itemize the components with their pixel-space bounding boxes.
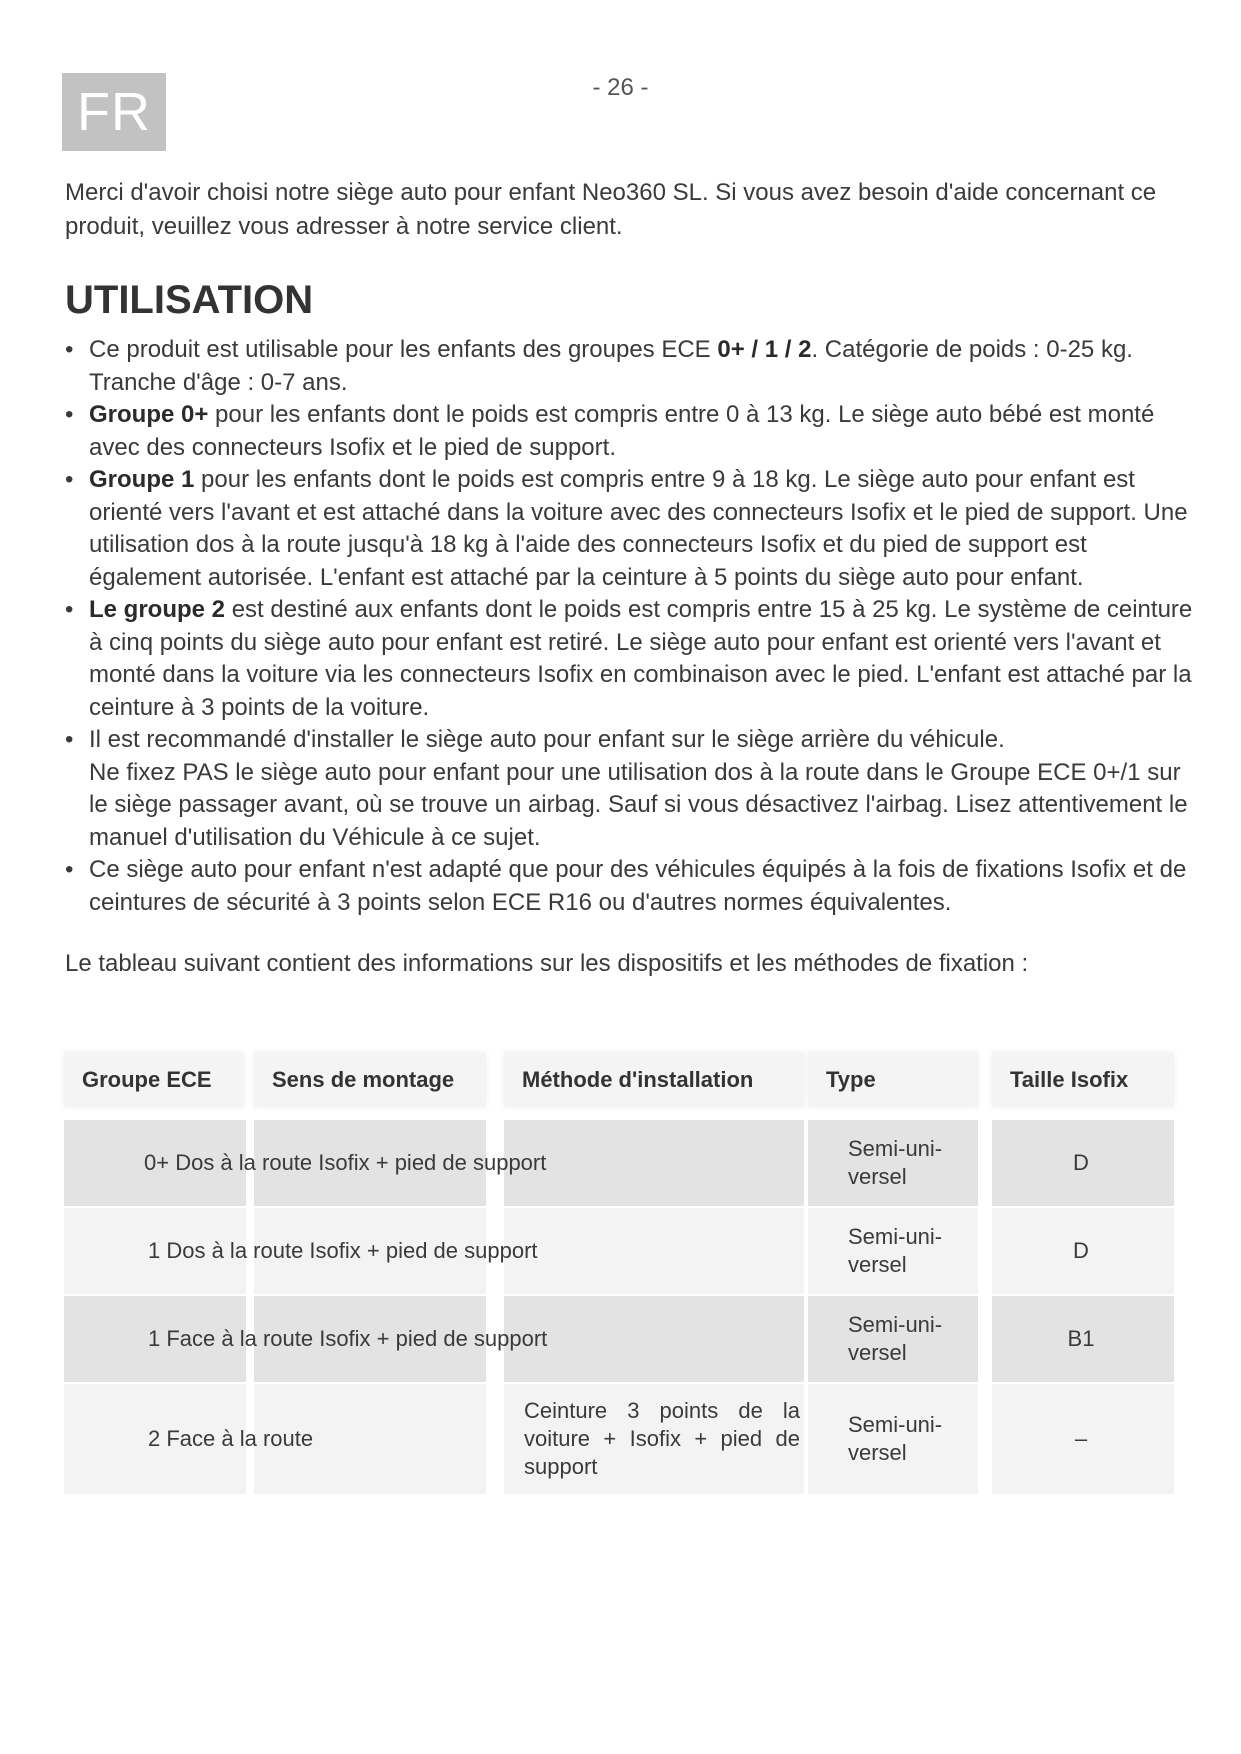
row-isofix-size: – — [1074, 1426, 1088, 1451]
table-lead: Le tableau suivant contient des informations sur les dispositifs et les méthodes de fixation : — [65, 950, 1029, 977]
row-description: 2 Face à la route — [148, 1426, 314, 1451]
row-method: Ceinture 3 points de la voiture + Isofix + pied de support — [524, 1398, 800, 1479]
row-type: Semi-uni- versel — [848, 1224, 943, 1277]
header-type: Type — [808, 1052, 978, 1107]
bullet-group-2: • Le groupe 2 est destiné aux enfants dont le poids est compris entre 15 à 25 kg. Le système de ceinture à cinq points du siège auto pour enfant est retiré. Le siège auto pour enfant est orienté vers l'avant et monté dans la voiture via les connecteurs Isofix en combinaison avec le pied. L'enfant est attaché par la ceinture à 3 points de la voiture. — [65, 596, 1193, 721]
intro-paragraph: Merci d'avoir choisi notre siège auto pour enfant Neo360 SL. Si vous avez besoin d'aide concernant ce produit, veuillez vous adresser à notre service client. — [65, 179, 1157, 240]
table-row — [64, 1208, 1174, 1294]
row-isofix-size: D — [1073, 1238, 1089, 1263]
table-row — [64, 1120, 1174, 1206]
bullet-compatibility: • Ce siège auto pour enfant n'est adapté que pour des véhicules équipés à la fois de fixations Isofix et de ceintures de sécurité à 3 points selon ECE R16 ou d'autres normes équivalentes. — [65, 856, 1187, 916]
page-number: - 26 - — [592, 74, 649, 101]
row-isofix-size: B1 — [1067, 1326, 1095, 1351]
bullet-group-1: • Groupe 1 pour les enfants dont le poids est compris entre 9 à 18 kg. Le siège auto pour enfant est orienté vers l'avant et est attaché dans la voiture avec des connecteurs Isofix et le pied de support. Une utilisation dos à la route jusqu'à 18 kg à l'aide des connecteurs Isofix et du pied de support est également autorisée. L'enfant est attaché par la ceinture à 5 points du siège auto pour enfant. — [65, 466, 1188, 591]
row-isofix-size: D — [1073, 1150, 1089, 1175]
bullet-groups: • Ce produit est utilisable pour les enfants des groupes ECE 0+ / 1 / 2. Catégorie de poids : 0-25 kg. Tranche d'âge : 0-7 ans. — [65, 336, 1133, 396]
header-taille-isofix: Taille Isofix — [992, 1052, 1174, 1107]
language-badge: FR — [62, 73, 166, 151]
usage-bullet-list — [65, 334, 1195, 919]
header-methode-installation: Méthode d'installation — [504, 1052, 804, 1107]
row-type: Semi-uni- versel — [848, 1312, 943, 1365]
row-type: Semi-uni- versel — [848, 1136, 943, 1189]
bullet-group-0plus: • Groupe 0+ pour les enfants dont le poids est compris entre 0 à 13 kg. Le siège auto bébé est monté avec des connecteurs Isofix et le pied de support. — [65, 401, 1155, 461]
row-description: 0+ Dos à la route Isofix + pied de support — [144, 1150, 547, 1175]
row-description: 1 Face à la route Isofix + pied de support — [148, 1326, 548, 1351]
table-row — [64, 1384, 1174, 1494]
bullet-recommendation: • Il est recommandé d'installer le siège auto pour enfant sur le siège arrière du véhicule. Ne fixez PAS le siège auto pour enfant pour une utilisation dos à la route dans le Groupe ECE 0+/1 sur le siège passager avant, où se trouve un airbag. Sauf si vous désactivez l'airbag. Lisez attentivement le manuel d'utilisation du Véhicule à ce sujet. — [65, 726, 1188, 851]
header-groupe-ece: Groupe ECE — [64, 1052, 244, 1107]
row-description: 1 Dos à la route Isofix + pied de support — [148, 1238, 538, 1263]
table-row — [64, 1296, 1174, 1382]
section-title: UTILISATION — [65, 278, 314, 322]
row-type: Semi-uni- versel — [848, 1412, 943, 1465]
header-sens-montage: Sens de montage — [254, 1052, 486, 1107]
